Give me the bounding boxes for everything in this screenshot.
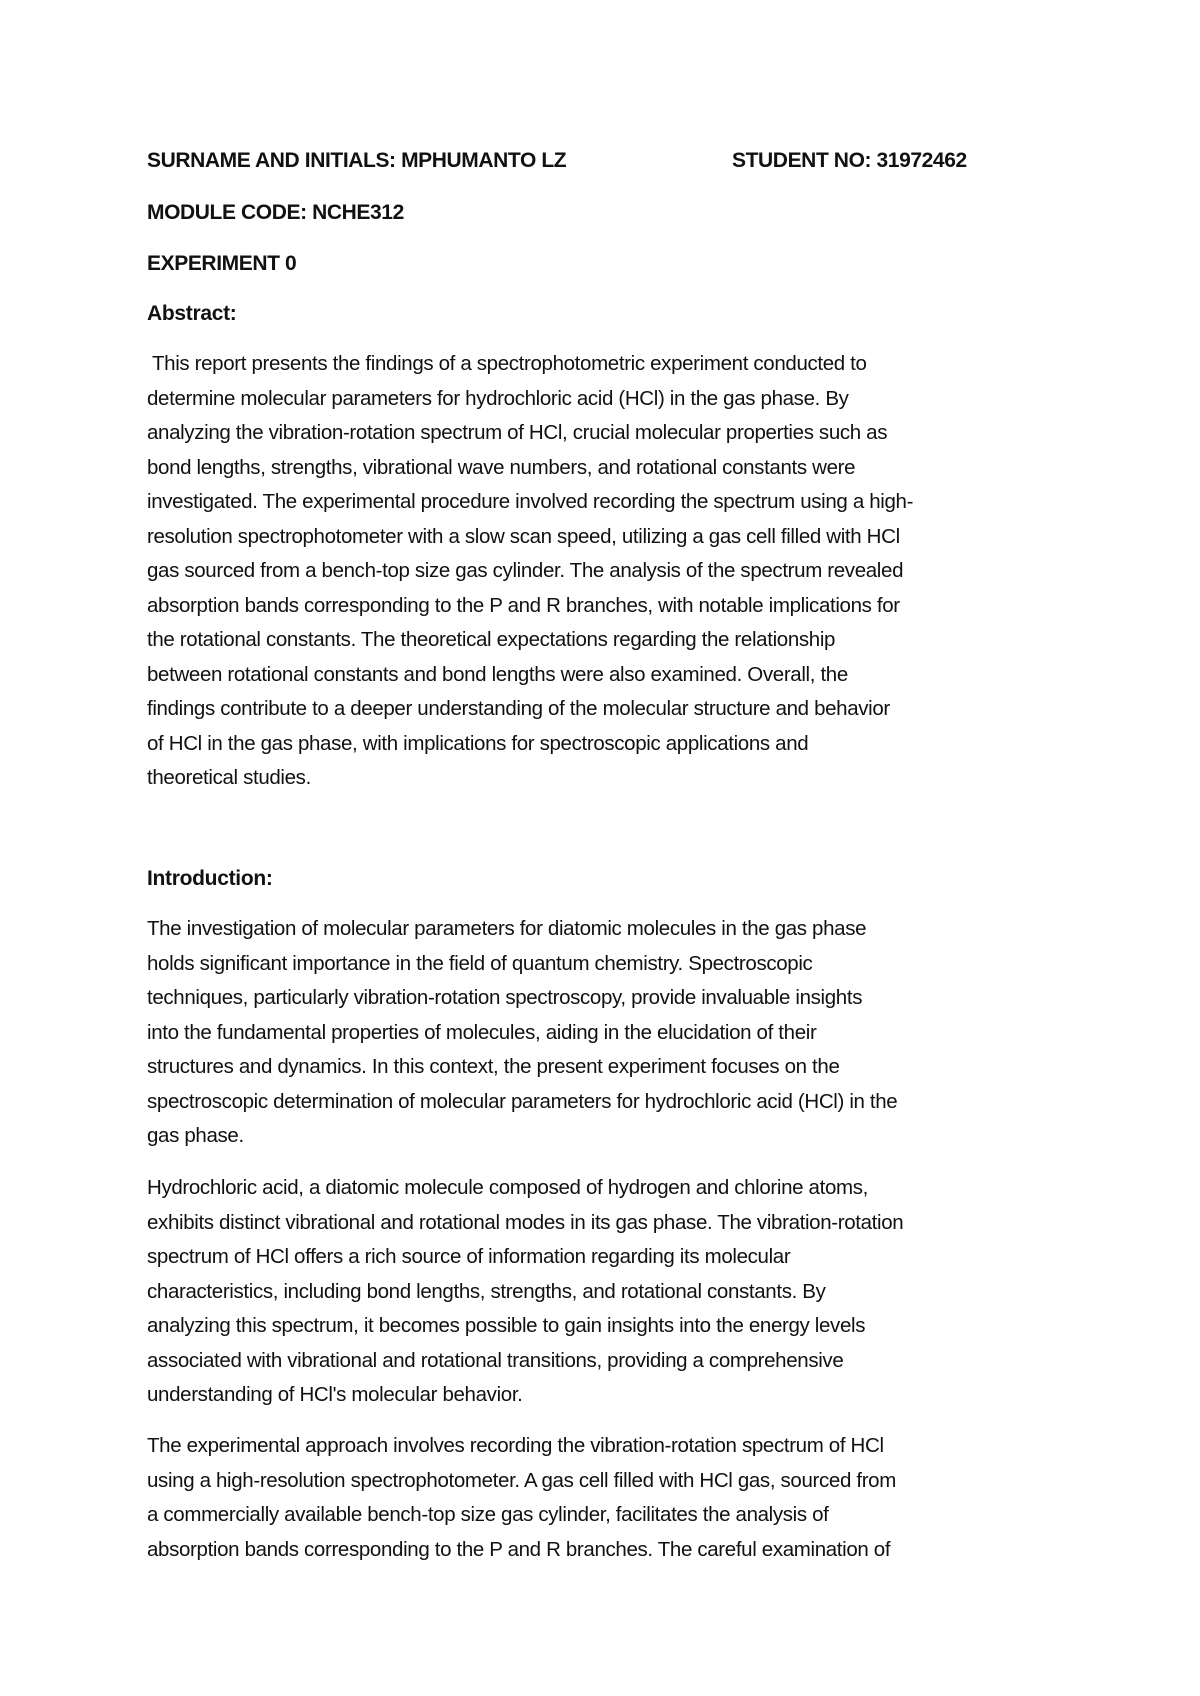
abstract-line: absorption bands corresponding to the P and R branches, with notable implications for — [147, 593, 900, 617]
student-number-field: STUDENT NO: 31972462 — [732, 149, 967, 172]
introduction-line: spectroscopic determination of molecular parameters for hydrochloric acid (HCl) in the — [147, 1089, 898, 1113]
abstract-line: theoretical studies. — [147, 766, 311, 789]
introduction-line: absorption bands corresponding to the P and R branches. The careful examination of — [147, 1537, 891, 1561]
student-header-row — [147, 146, 1067, 176]
introduction-paragraph-2 — [147, 1171, 1077, 1413]
introduction-line: exhibits distinct vibrational and rotational modes in its gas phase. The vibration-rotation — [147, 1210, 904, 1234]
experiment-line: EXPERIMENT 0 — [147, 252, 297, 275]
introduction-line: associated with vibrational and rotational transitions, providing a comprehensive — [147, 1348, 844, 1372]
introduction-line: The experimental approach involves recording the vibration-rotation spectrum of HCl — [147, 1434, 884, 1457]
abstract-line: gas sourced from a bench-top size gas cylinder. The analysis of the spectrum revealed — [147, 559, 904, 582]
abstract-line: findings contribute to a deeper understanding of the molecular structure and behavior — [147, 697, 890, 720]
introduction-line: analyzing this spectrum, it becomes possible to gain insights into the energy levels — [147, 1314, 866, 1337]
introduction-line: a commercially available bench-top size gas cylinder, facilitates the analysis of — [147, 1503, 829, 1526]
introduction-line: holds significant importance in the field of quantum chemistry. Spectroscopic — [147, 951, 813, 975]
introduction-line: spectrum of HCl offers a rich source of information regarding its molecular — [147, 1245, 791, 1268]
abstract-line: the rotational constants. The theoretical expectations regarding the relationship — [147, 628, 836, 651]
introduction-line: into the fundamental properties of molecules, aiding in the elucidation of their — [147, 1020, 817, 1044]
abstract-line: This report presents the findings of a spectrophotometric experiment conducted to — [147, 352, 867, 375]
abstract-line: investigated. The experimental procedure involved recording the spectrum using a high- — [147, 490, 914, 513]
abstract-line: of HCl in the gas phase, with implications for spectroscopic applications and — [147, 731, 809, 755]
introduction-line: using a high-resolution spectrophotometer. A gas cell filled with HCl gas, sourced from — [147, 1468, 896, 1492]
abstract-line: determine molecular parameters for hydrochloric acid (HCl) in the gas phase. By — [147, 386, 849, 410]
introduction-line: Hydrochloric acid, a diatomic molecule composed of hydrogen and chlorine atoms, — [147, 1176, 868, 1199]
abstract-line: analyzing the vibration-rotation spectrum of HCl, crucial molecular properties such as — [147, 421, 888, 444]
introduction-line: characteristics, including bond lengths, strengths, and rotational constants. By — [147, 1279, 826, 1303]
abstract-line: between rotational constants and bond lengths were also examined. Overall, the — [147, 662, 848, 686]
introduction-line: gas phase. — [147, 1124, 244, 1147]
module-code-line: MODULE CODE: NCHE312 — [147, 201, 404, 224]
introduction-line: understanding of HCl's molecular behavior. — [147, 1383, 523, 1406]
introduction-line: techniques, particularly vibration-rotation spectroscopy, provide invaluable insights — [147, 986, 863, 1009]
introduction-heading: Introduction: — [147, 867, 273, 890]
abstract-heading: Abstract: — [147, 302, 237, 325]
abstract-line: bond lengths, strengths, vibrational wave numbers, and rotational constants were — [147, 455, 856, 479]
introduction-line: structures and dynamics. In this context, the present experiment focuses on the — [147, 1055, 840, 1078]
introduction-paragraph-3 — [147, 1429, 1077, 1567]
abstract-paragraph — [147, 347, 1077, 796]
introduction-paragraph-1 — [147, 912, 1077, 1154]
introduction-line: The investigation of molecular parameters for diatomic molecules in the gas phase — [147, 917, 867, 940]
surname-initials-field: SURNAME AND INITIALS: MPHUMANTO LZ — [147, 149, 567, 172]
abstract-line: resolution spectrophotometer with a slow scan speed, utilizing a gas cell filled with HCl — [147, 524, 900, 548]
